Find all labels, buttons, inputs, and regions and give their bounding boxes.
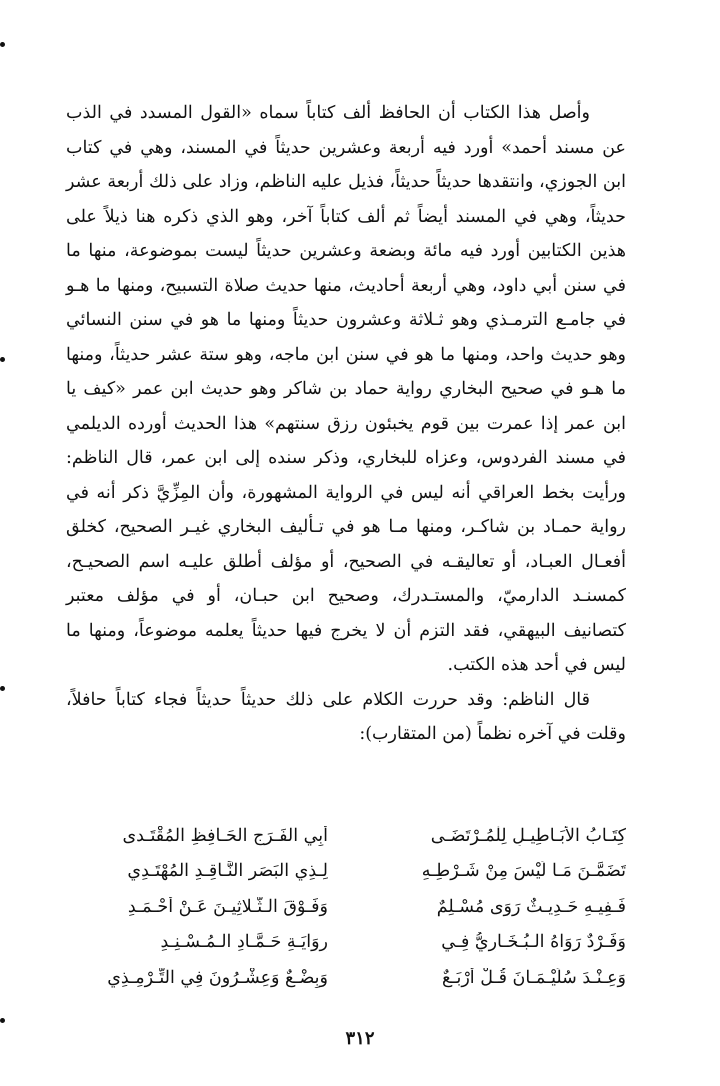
verse-line	[66, 925, 626, 961]
verse-line	[66, 960, 626, 996]
verse-first-hemistich: تَضَمَّـنَ مَـا لَيْسَ مِنْ شَـرْطِـهِ	[421, 861, 626, 882]
verse-line	[66, 854, 626, 890]
verse-second-hemistich: لِـذِي البَصَرِ النَّـاقِـدِ المُهْتَـدِي	[127, 861, 328, 882]
paragraph-poem-intro: قال الناظم: وقد حررت الكلام على ذلك حديثاً حديثاً فجاء كتاباً حافلاً، وقلت في آخره نظماً (من المتقارب):	[66, 689, 626, 744]
verse-second-hemistich: رِوَايَـةِ حَـمَّـادِ الـمُـسْـنِـدِ	[160, 932, 328, 953]
verse-line	[66, 889, 626, 925]
margin-mark	[0, 42, 5, 47]
verse-line	[66, 818, 626, 854]
verse-first-hemistich: كِتَـابُ الأَبَـاطِيـلِ لِلْمُـرْتَضَـى	[430, 825, 626, 846]
margin-mark	[0, 1018, 5, 1023]
paragraph-main: وأصل هذا الكتاب أن الحافظ ألف كتاباً سماه «القول المسدد في الذب عن مسند أحمد» أورد فيه أربعة وعشرين حديثاً في المسند، وهي في كتاب ابن الجوزي، وانتقدها حديثاً حديثاً، فذيل عليه الناظم، وزاد على ذلك أربعة عشر حديثاً، وهي في المسند أيضاً ثم ألف كتاباً آخر، وهو الذي ذكره هنا ذيلاً على هذين الكتابين أورد فيه مائة وبضعة وعشرين حديثاً ليست بموضوعة، منها ما في سنن أبي داود، وهي أربعة أحاديث، منها حديث صلاة التسبيح، ومنها ما هـو في جامـع الترمـذي وهو ثـلاثة وعشرون حديثاً ومنها ما هو في سنن النسائي وهو حديث واحد، ومنها ما هو في سنن ابن ماجه، وهو ستة عشر حديثاً، ومنها ما هـو في صحيح البخاري رواية حماد بن شاكر وهو حديث ابن عمر «كيف يا ابن عمر إذا عمرت بين قوم يخبئون رزق سنتهم» هذا الحديث أورده الديلمي في مسند الفردوس، وعزاه للبخاري، وذكر سنده إلى ابن عمر، قال الناظم: ورأيت بخط العراقي أنه ليس في الرواية المشهورة، وأن المِزِّيَّ ذكر أنه في رواية حمـاد بن شاكـر، ومنها مـا هو في تـأليف البخاري غيـر الصحيح، كخلق أفعـال العبـاد، أو تعاليقـه في الصحيح، أو مؤلف أطلق عليـه اسم الصحيـح، كمسنـد الدارميّ، والمستـدرك، وصحيح ابن حبـان، أو في مؤلف معتبر كتصانيف البيهقي، فقد التزم أن لا يخرج فيها حديثاً يعلمه موضوعاً، ومنها ما ليس في أحد هذه الكتب.	[66, 103, 626, 675]
verse-first-hemistich: وَفَـرْدٌ رَوَاهُ الـبُـخَـارِيُّ فِـي	[441, 932, 626, 953]
margin-mark	[0, 357, 5, 362]
verse-second-hemistich: وَفَـوْقَ الـثَّـلاثِيـنَ عَـنْ أَحْـمَـدِ	[127, 896, 328, 917]
verse-second-hemistich: وَبِضْـعٌ وَعِشْـرُونَ فِي التِّـرْمِـذِي	[107, 967, 328, 988]
verse-first-hemistich: فَـفِيـهِ حَـدِيـثٌ رَوَى مُسْـلِمٌ	[436, 896, 626, 917]
page-number: ٣١٢	[345, 1028, 375, 1049]
prose-block	[66, 96, 626, 752]
margin-mark	[0, 686, 5, 691]
verse-first-hemistich: وَعِـنْـدَ سُلَيْـمَـانَ قُـلْ أَرْبَـعٌ	[442, 967, 626, 988]
poem-block	[66, 818, 626, 996]
verse-second-hemistich: أَبِي الفَـرَجِ الحَـافِظِ المُقْتَـدى	[122, 825, 328, 846]
